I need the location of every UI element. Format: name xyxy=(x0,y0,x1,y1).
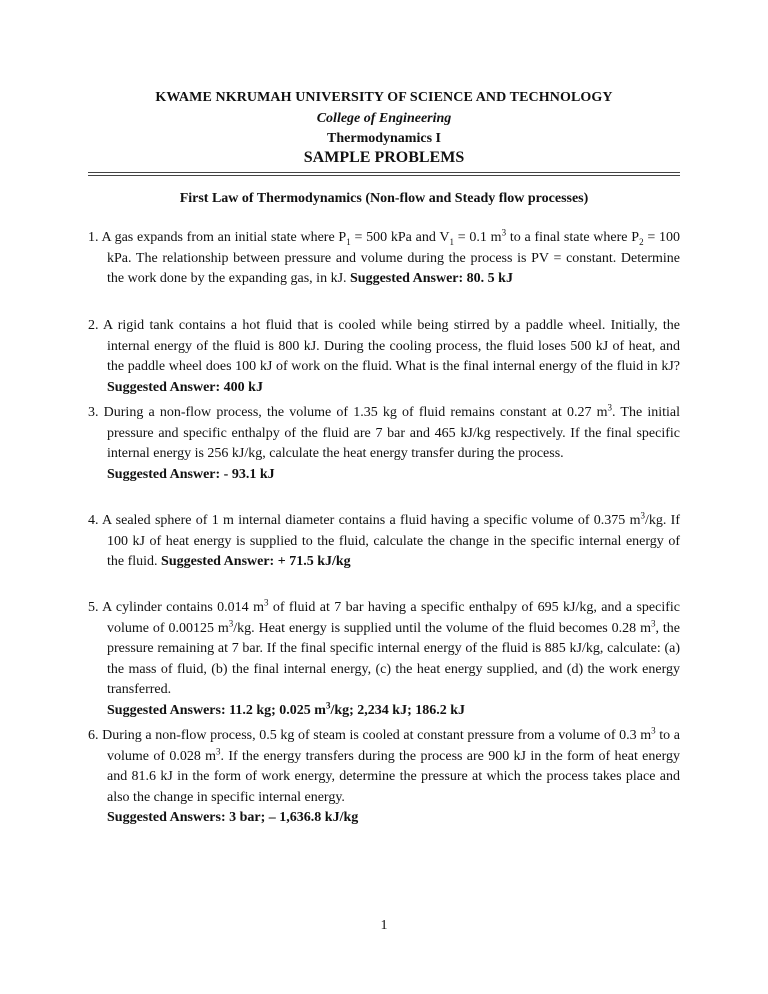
problem-3-answer: Suggested Answer: - 93.1 kJ xyxy=(107,466,275,482)
problem-4-answer: Suggested Answer: + 71.5 kJ/kg xyxy=(161,554,351,569)
problem-4: 4. A sealed sphere of 1 m internal diameter contains a fluid having a specific volume of 0.375 $m^3/kg$. If 100 kJ of heat energy is supplied to the fluid, calculate the change in the specific internal energy of the fluid. Suggested Answer: + 71.5 kJ/kg xyxy=(88,510,680,569)
university-name: KWAME NKRUMAH UNIVERSITY OF SCIENCE AND TECHNOLOGY xyxy=(155,90,613,105)
problem-2-answer: Suggested Answer: 400 kJ xyxy=(107,379,263,395)
problem-3: 3. During a non-flow process, the volume of 1.35 kg of fluid remains constant at 0.27 $m^3$. The initial pressure and specific enthalpy of the fluid are 7 bar and 465 kJ/kg respectively. If the final specific internal energy is 256 kJ/kg, calculate the heat energy transfer during the process. Suggested Answer: - 93.1 kJ xyxy=(88,403,680,485)
college-name: College of Engineering xyxy=(316,111,452,126)
title-rule-top xyxy=(88,172,680,173)
page-number: 1 xyxy=(380,918,388,933)
section-title: First Law of Thermodynamics (Non-flow and Steady flow processes) xyxy=(179,191,589,206)
course-title: Thermodynamics I xyxy=(327,131,441,146)
problem-2: 2. A rigid tank contains a hot fluid that is cooled while being stirred by a paddle wheel. Initially, the internal energy of the fluid is 800 kJ. During the cooling process, the fluid loses 500 kJ of heat, and the paddle wheel does 100 kJ of work on the fluid. What is the final internal energy of the fluid in kJ? Suggested Answer: 400 kJ xyxy=(88,318,680,395)
document-title: SAMPLE PROBLEMS xyxy=(303,149,465,166)
problem-6: 6. During a non-flow process, 0.5 kg of steam is cooled at constant pressure from a volume of 0.3 $m^3$ to a volume of 0.028 $m^3$. If the energy transfers during the process are 900 kJ in the form of heat energy and 81.6 kJ in the form of work energy, determine the pressure at which the process takes place and also the change in specific internal energy. Suggested Answers: 3 bar; – 1,636.8 kJ/kg xyxy=(88,726,680,829)
problem-1-answer: Suggested Answer: 80. 5 kJ xyxy=(350,271,513,286)
problem-5-answer: Suggested Answers: 11.2 kg; 0.025 $m^3/kg$; 2,234 kJ; 186.2 kJ xyxy=(107,699,466,718)
problem-6-answer: Suggested Answers: 3 bar; – 1,636.8 kJ/kg xyxy=(107,810,359,825)
problem-5: 5. A cylinder contains 0.014 $m^3$ of fluid at 7 bar having a specific enthalpy of 695 kJ/kg, and a specific volume of 0.00125 $m^3/kg$. Heat energy is supplied until the volume of the fluid becomes 0.28 $m^3$, the pressure remaining at 7 bar. If the final specific internal energy of the fluid is 885 kJ/kg, calculate: (a) the mass of fluid, (b) the final internal energy, (c) the heat energy supplied, and (d) the work energy transferred. Suggested Answers: 11.2 kg; 0.025 $m^3/kg$; 2,234 kJ; 186.2 kJ xyxy=(88,598,680,721)
problem-1: 1. A gas expands from an initial state where $P_1 = 500$ kPa and $V_1 = 0.1$ $m^3$ to a final state where $P_2 = 100$ kPa. The relationship between pressure and volume during the process is PV = constant. Determine the work done by the expanding gas, in kJ. Suggested Answer: 80. 5 kJ xyxy=(88,227,680,286)
title-rule-bottom xyxy=(88,175,680,176)
